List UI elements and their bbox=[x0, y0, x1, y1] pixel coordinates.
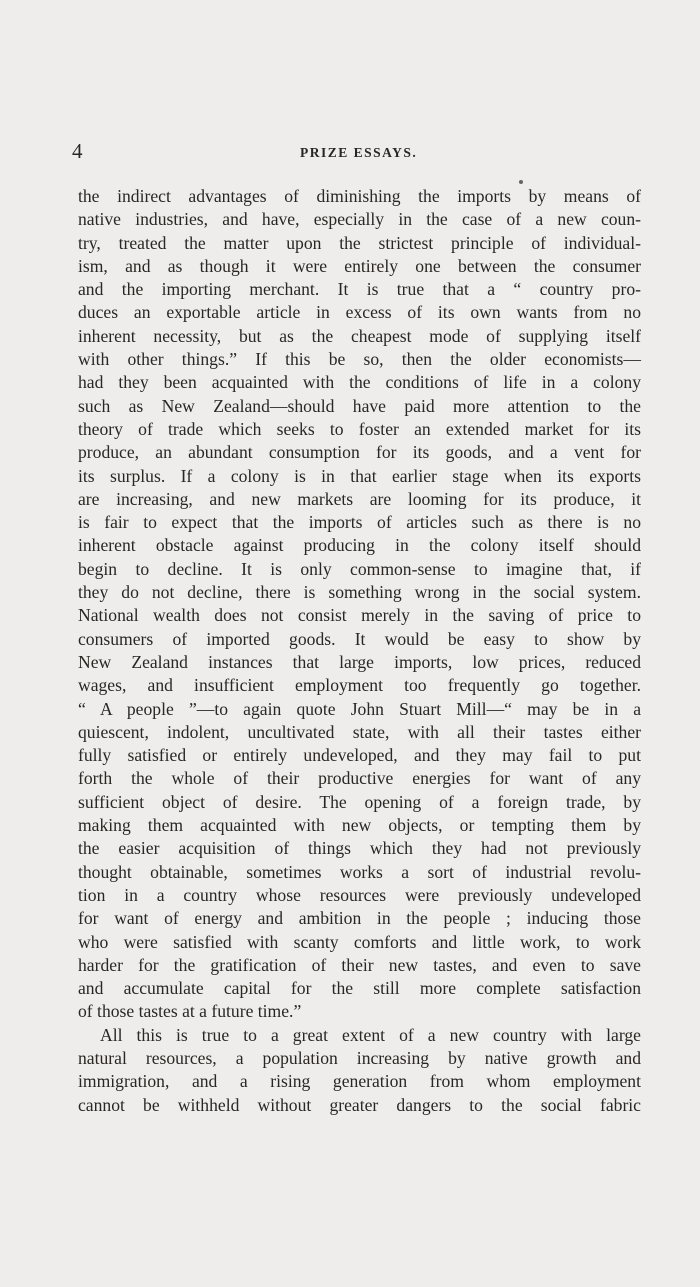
text-line: “ A people ”—to again quote John Stuart Mill—“ may be in a bbox=[78, 698, 641, 719]
text-line: ism, and as though it were entirely one between the consumer bbox=[78, 255, 641, 276]
text-line: inherent obstacle against producing in the colony itself should bbox=[78, 535, 641, 556]
text-line: inherent necessity, but as the cheapest mode of supplying itself bbox=[78, 325, 641, 346]
text-line: tion in a country whose resources were previously undeveloped bbox=[78, 884, 641, 905]
text-line: are increasing, and new markets are looming for its produce, it bbox=[78, 488, 641, 509]
text-line-paragraph-start: All this is true to a great extent of a new country with large bbox=[100, 1024, 641, 1045]
text-line: fully satisfied or entirely undeveloped, and they may fail to put bbox=[78, 745, 641, 766]
running-head: PRIZE ESSAYS. bbox=[300, 145, 418, 160]
text-line: and accumulate capital for the still more complete satisfaction bbox=[78, 978, 641, 999]
text-line: immigration, and a rising generation from whom employment bbox=[78, 1071, 641, 1092]
text-line: the easier acquisition of things which they had not previously bbox=[78, 838, 641, 859]
ink-speck bbox=[519, 180, 523, 184]
text-line: duces an exportable article in excess of its own wants from no bbox=[78, 302, 641, 323]
text-line: for want of energy and ambition in the people ; inducing those bbox=[78, 908, 641, 929]
text-line-paragraph-end: of those tastes at a future time.” bbox=[78, 1001, 302, 1022]
text-line: New Zealand instances that large imports, low prices, reduced bbox=[78, 651, 641, 672]
text-line: cannot be withheld without greater dangers to the social fabric bbox=[78, 1094, 641, 1115]
text-line: quiescent, indolent, uncultivated state, with all their tastes either bbox=[78, 721, 641, 742]
text-line: try, treated the matter upon the strictest principle of individual- bbox=[78, 232, 641, 253]
text-line: had they been acquainted with the conditions of life in a colony bbox=[78, 372, 641, 393]
text-line: harder for the gratification of their new tastes, and even to save bbox=[78, 954, 641, 975]
text-line: native industries, and have, especially in the case of a new coun- bbox=[78, 209, 641, 230]
text-line: natural resources, a population increasing by native growth and bbox=[78, 1047, 641, 1068]
text-line: is fair to expect that the imports of articles such as there is no bbox=[78, 512, 641, 533]
text-line: its surplus. If a colony is in that earlier stage when its exports bbox=[78, 465, 641, 486]
text-line: sufficient object of desire. The opening of a foreign trade, by bbox=[78, 791, 641, 812]
text-line: consumers of imported goods. It would be easy to show by bbox=[78, 628, 641, 649]
body-text bbox=[78, 185, 641, 1117]
page-number: 4 bbox=[72, 139, 83, 163]
text-line: National wealth does not consist merely in the saving of price to bbox=[78, 605, 641, 626]
text-line: who were satisfied with scanty comforts and little work, to work bbox=[78, 931, 641, 952]
text-line: wages, and insufficient employment too frequently go together. bbox=[78, 675, 641, 696]
text-line: and the importing merchant. It is true that a “ country pro- bbox=[78, 279, 641, 300]
text-line: forth the whole of their productive energies for want of any bbox=[78, 768, 641, 789]
text-line: theory of trade which seeks to foster an extended market for its bbox=[78, 418, 641, 439]
text-line: they do not decline, there is something wrong in the social system. bbox=[78, 582, 641, 603]
text-line: such as New Zealand—should have paid more attention to the bbox=[78, 395, 641, 416]
text-line: begin to decline. It is only common-sense to imagine that, if bbox=[78, 558, 641, 579]
text-line: produce, an abundant consumption for its goods, and a vent for bbox=[78, 442, 641, 463]
text-line: the indirect advantages of diminishing the imports by means of bbox=[78, 186, 641, 206]
text-line: making them acquainted with new objects, or tempting them by bbox=[78, 815, 641, 836]
text-line: with other things.” If this be so, then the older economists— bbox=[78, 349, 641, 370]
text-line: thought obtainable, sometimes works a sort of industrial revolu- bbox=[78, 861, 641, 882]
